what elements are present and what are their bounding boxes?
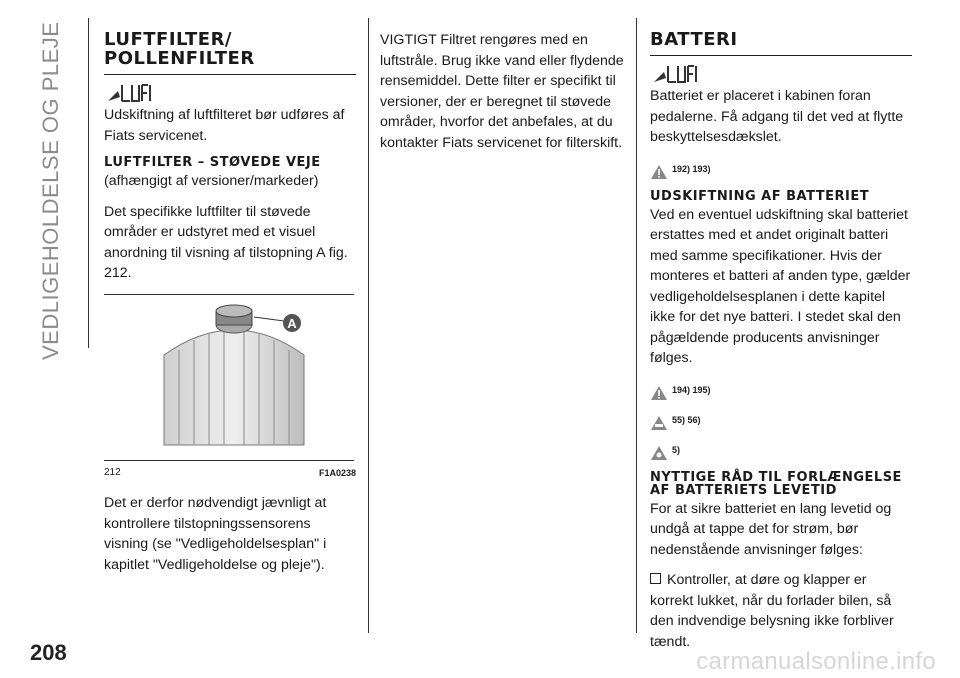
battery-intro: Batteriet er placeret i kabinen foran pedalerne. Få adgang til det ved at flytte beskyttelsesdækslet. (650, 88, 904, 145)
eco-icon (104, 81, 356, 103)
column-2 (380, 30, 630, 163)
watermark: carmanualsonline.info (696, 648, 936, 675)
column-1 (104, 30, 356, 585)
warning-icon (650, 164, 668, 180)
eco-icon (650, 62, 912, 84)
sub-note: (afhængigt af versioner/markeder) (104, 173, 319, 189)
intro-text: Udskiftning af luftfilteret bør udføres af Fiats servicenet. (104, 107, 345, 144)
caution-ref: 55) 56) (650, 409, 912, 431)
body-text-after-figure: Det er derfor nødvendigt jævnligt at kontrollere tilstopningssensorens visning (se "Vedligeholdelsesplan" i kapitlet "Vedligeholdelse og pleje"). (104, 495, 327, 573)
chapter-side-title: VEDLIGEHOLDELSE OG PLEJE (38, 21, 63, 360)
environment-icon (650, 445, 668, 461)
heading-batteri: BATTERI (650, 30, 912, 56)
warning-icon (650, 385, 668, 401)
column-3 (650, 30, 912, 662)
bullet-item: Kontroller, at døre og klapper er korrekt lukket, når du forlader bilen, så den indvendige belysning ikke forbliver tændt. (650, 572, 894, 650)
figure-caption (104, 463, 356, 484)
heading-luftfilter: LUFTFILTER/ POLLENFILTER (104, 30, 356, 75)
battery-replacement-text: Ved en eventuel udskiftning skal batteriet erstattes med et andet originalt batteri med samme specifikationer. Hvis der monteres et batteri af anden type, gælder vedligeholdelsesplanen i dette kapitel ikke for det nye batteri. I stedet skal den pågældende producents anvisninger følges. (650, 206, 911, 366)
environment-ref: 5) (650, 439, 912, 461)
page-number: 208 (30, 640, 67, 665)
figure-number: 212 (104, 466, 121, 478)
battery-advice-text: For at sikre batteriet en lang levetid og undgå at tappe det for strøm, bør nedenstående anvisninger følges: (650, 500, 892, 558)
body-text: Det specifikke luftfilter til støvede områder er udstyret med et visuel anordning til visning af tilstopning A fig. 212. (104, 203, 348, 281)
callout-a: A (287, 315, 297, 331)
warning-ref-2: 194) 195) (650, 379, 912, 401)
warning-ref-1: 192) 193) (650, 158, 912, 180)
checkbox-bullet-icon (650, 573, 661, 584)
caution-car-icon (650, 415, 668, 431)
subheading-stovede-veje: LUFTFILTER – STØVEDE VEJE (104, 155, 321, 170)
subheading-nyttige-raad: NYTTIGE RÅD TIL FORLÆNGELSE AF BATTERIETS LEVETID (650, 469, 902, 498)
column-divider (368, 18, 369, 633)
figure-air-filter (104, 294, 354, 461)
side-rule (88, 18, 89, 348)
column-divider (636, 18, 637, 633)
important-note: VIGTIGT Filtret rengøres med en luftstråle. Brug ikke vand eller flydende rensemiddel. Dette filter er specifikt til versioner, der er beregnet til støvede områder, hvorfor det anbefales, at du kontakter Fiats servicenet for filterskift. (380, 32, 624, 151)
figure-code: F1A0238 (318, 467, 356, 478)
subheading-udskiftning: UDSKIFTNING AF BATTERIET (650, 188, 870, 204)
